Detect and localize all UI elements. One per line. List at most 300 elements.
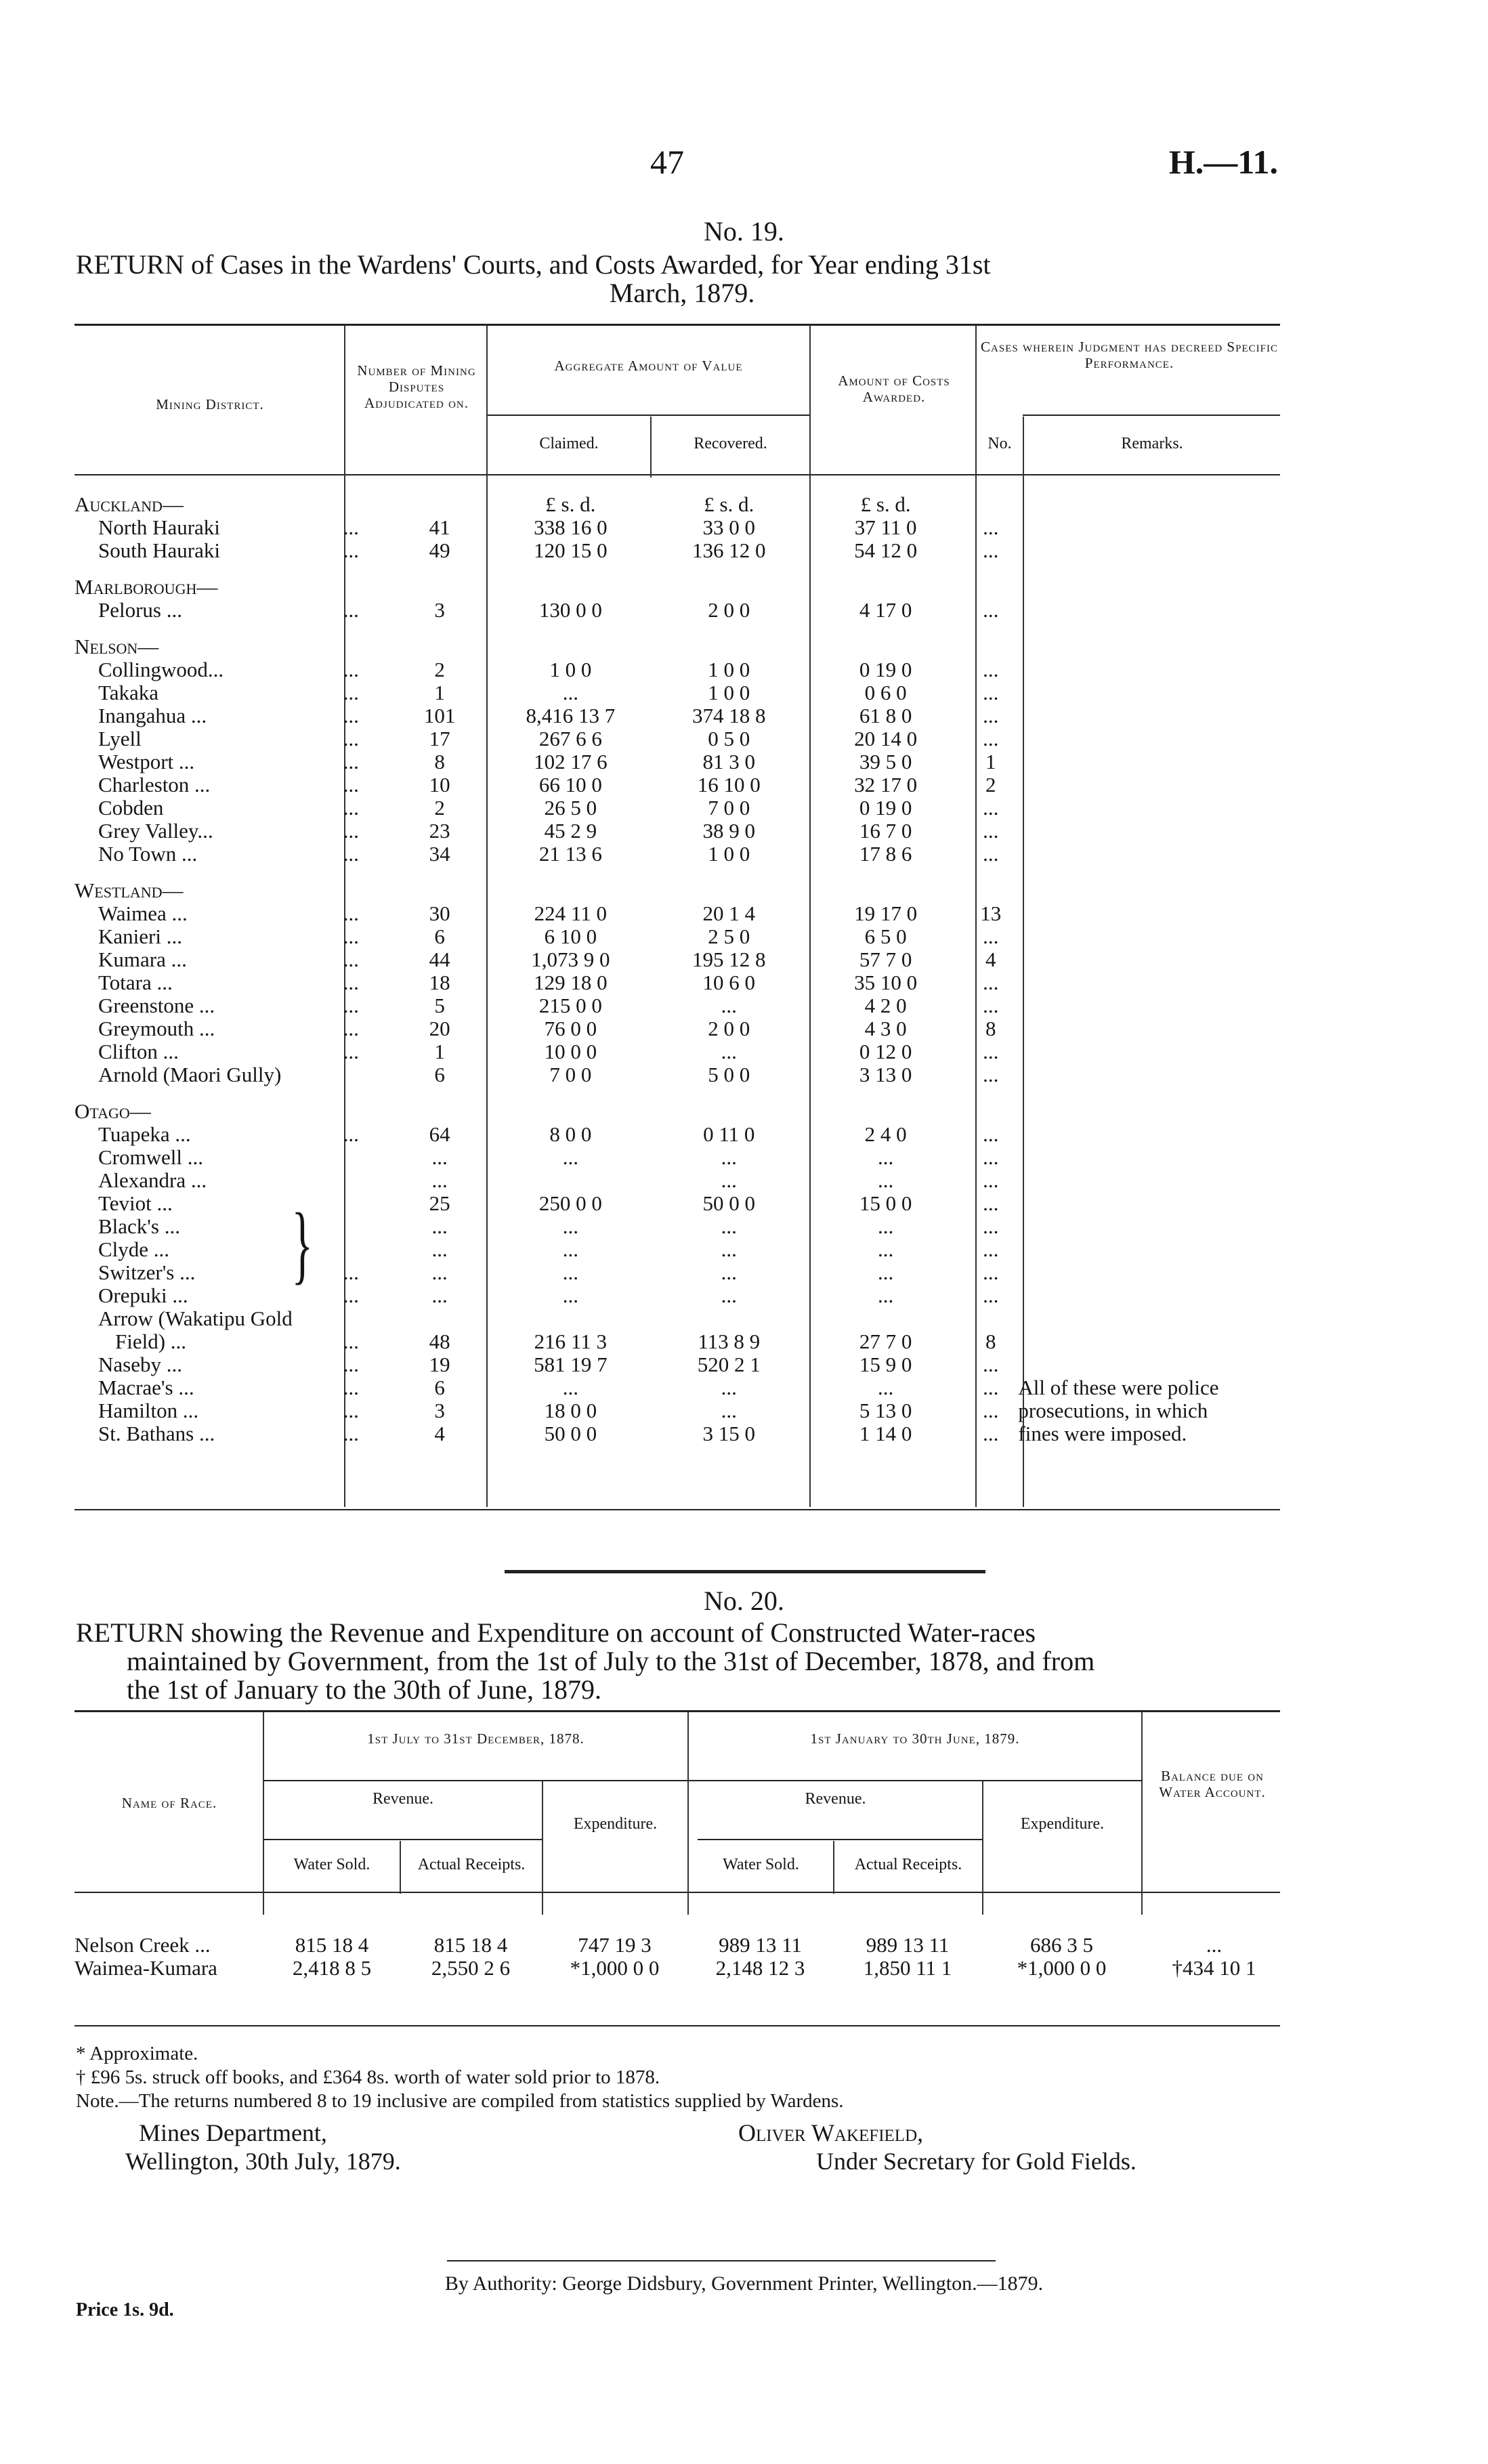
leader-dots: ...	[343, 819, 359, 843]
recovered-amount: 7 0 0	[708, 796, 750, 820]
performance-count: ...	[983, 994, 999, 1017]
performance-count: ...	[983, 1145, 999, 1169]
claimed-amount: 10 0 0	[544, 1040, 597, 1063]
table-row	[75, 1934, 1287, 1957]
header-race-name: Name of Race.	[121, 1795, 217, 1811]
header-number: Number of Mining Disputes Adjudicated on.	[357, 362, 476, 411]
leader-dots: ...	[343, 1330, 359, 1353]
district-name: Takaka	[98, 681, 159, 704]
footnote-approximate: * Approximate.	[76, 2043, 198, 2064]
claimed-amount: 250 0 0	[538, 1191, 602, 1215]
claimed-amount: 129 18 0	[534, 971, 608, 994]
claimed-amount: 76 0 0	[544, 1017, 597, 1040]
performance-count: ...	[983, 1191, 999, 1215]
top-rule	[75, 324, 1280, 326]
leader-dots	[343, 1307, 388, 1330]
costs-awarded: ...	[878, 1214, 894, 1238]
table-row	[75, 1422, 1280, 1445]
district-name: Collingwood...	[98, 658, 224, 681]
claimed-amount: 7 0 0	[549, 1063, 592, 1086]
leader-dots	[343, 1192, 388, 1215]
disputes-count: ...	[431, 1168, 448, 1192]
disputes-count: 30	[429, 901, 450, 925]
claimed-amount: 215 0 0	[538, 994, 602, 1017]
header-revenue-1: Revenue.	[373, 1790, 433, 1808]
disputes-count: 2	[434, 658, 445, 681]
costs-awarded: 4 3 0	[864, 1017, 907, 1040]
expenditure-1: *1,000 0 0	[570, 1956, 660, 1980]
table-row	[75, 727, 1280, 750]
disputes-count: 3	[434, 1399, 445, 1422]
leader-dots: ...	[343, 704, 359, 727]
performance-count: ...	[983, 1422, 999, 1445]
district-name: Totara ...	[98, 971, 173, 994]
return-20-number: No. 20.	[704, 1586, 784, 1616]
costs-awarded: 2 4 0	[864, 1122, 907, 1146]
district-name: Orepuki ...	[98, 1283, 188, 1307]
claimed-amount: 18 0 0	[544, 1399, 597, 1422]
remarks	[1018, 796, 1280, 820]
recovered-amount: 0 5 0	[708, 727, 750, 750]
costs-awarded: ...	[878, 1145, 894, 1169]
recovered-amount: 20 1 4	[702, 901, 755, 925]
leader-dots	[343, 1146, 388, 1169]
group-row	[75, 622, 1280, 658]
table-row	[75, 1399, 1280, 1422]
header-actual-1: Actual Receipts.	[417, 1856, 526, 1873]
race-name: Waimea-Kumara	[75, 1956, 217, 1980]
remarks	[1018, 1146, 1280, 1169]
leader-dots: ...	[343, 842, 359, 866]
return-20-title	[76, 1619, 1288, 1704]
costs-awarded: 0 6 0	[864, 681, 907, 704]
claimed-amount: ...	[562, 1283, 578, 1307]
group-heading: Westland—	[75, 878, 184, 902]
table-row	[75, 1063, 1280, 1086]
costs-awarded: ...	[878, 1283, 894, 1307]
performance-count: ...	[983, 1237, 999, 1261]
disputes-count: 25	[429, 1191, 450, 1215]
leader-dots: ...	[343, 1283, 359, 1307]
remarks	[1018, 1238, 1280, 1261]
header-remarks: Remarks.	[1121, 435, 1183, 452]
header-no: No.	[987, 435, 1012, 452]
claimed-amount: 66 10 0	[538, 773, 602, 796]
costs-awarded: 6 5 0	[864, 925, 907, 948]
claimed-amount: 102 17 6	[534, 750, 608, 773]
costs-awarded: 39 5 0	[859, 750, 912, 773]
recovered-amount: 1 0 0	[708, 842, 750, 866]
costs-awarded: 15 0 0	[859, 1191, 912, 1215]
recovered-amount: ...	[721, 1145, 737, 1169]
costs-awarded: 61 8 0	[859, 704, 912, 727]
actual-receipts-1: 2,550 2 6	[431, 1956, 511, 1980]
claimed-amount: 130 0 0	[538, 598, 602, 622]
recovered-amount: 38 9 0	[702, 819, 755, 843]
disputes-count: ...	[431, 1237, 448, 1261]
printer-imprint: By Authority: George Didsbury, Government Printer, Wellington.—1879.	[444, 2272, 1044, 2295]
recovered-amount: 2 0 0	[708, 598, 750, 622]
claimed-amount: 581 19 7	[534, 1353, 608, 1376]
group-row	[75, 1086, 1280, 1123]
costs-awarded: 57 7 0	[859, 948, 912, 971]
table-row	[75, 925, 1280, 948]
performance-count: ...	[983, 727, 999, 750]
costs-awarded: 3 13 0	[859, 1063, 912, 1086]
recovered-amount: 81 3 0	[702, 750, 755, 773]
disputes-count: 34	[429, 842, 450, 866]
disputes-count: ...	[431, 1145, 448, 1169]
remarks	[1018, 516, 1280, 539]
performance-count: ...	[983, 1376, 999, 1399]
water-races-table	[75, 1934, 1287, 1980]
table-row	[75, 1376, 1280, 1399]
recovered-amount: 16 10 0	[697, 773, 761, 796]
table-row	[75, 539, 1280, 562]
table-row	[75, 599, 1280, 622]
table-row	[75, 658, 1280, 681]
costs-awarded: 15 9 0	[859, 1353, 912, 1376]
costs-awarded: 0 19 0	[859, 796, 912, 820]
imprint-rule	[447, 2260, 996, 2261]
signature-department: Mines Department,	[139, 2119, 327, 2146]
header-water-sold-2: Water Sold.	[723, 1856, 799, 1873]
leader-dots: ...	[343, 948, 359, 971]
leader-dots: ...	[343, 796, 359, 820]
disputes-count: 4	[434, 1422, 445, 1445]
units-claimed: £ s. d.	[545, 492, 596, 516]
leader-dots: ...	[343, 1353, 359, 1376]
group-row	[75, 562, 1280, 599]
col-divider	[1141, 1712, 1143, 1915]
table-row	[75, 971, 1280, 994]
costs-awarded: 32 17 0	[854, 773, 918, 796]
header-balance: Balance due on Water Account.	[1159, 1768, 1266, 1800]
performance-count: ...	[983, 1040, 999, 1063]
remarks	[1018, 1063, 1280, 1086]
wardens-courts-table	[75, 493, 1280, 1445]
col-divider	[982, 1781, 983, 1915]
table-row	[75, 820, 1280, 843]
water-sold-2: 989 13 11	[719, 1933, 802, 1957]
leader-dots: ...	[343, 538, 359, 562]
table-row	[75, 1238, 1280, 1261]
return-19-title	[76, 251, 1288, 307]
water-sold-1: 815 18 4	[295, 1933, 369, 1957]
table-row	[75, 948, 1280, 971]
performance-count: ...	[983, 1283, 999, 1307]
claimed-amount	[491, 1307, 650, 1330]
leader-dots	[343, 1169, 388, 1192]
district-name: Switzer's ...	[98, 1260, 196, 1284]
recovered-amount: 3 15 0	[702, 1422, 755, 1445]
performance-count: ...	[983, 681, 999, 704]
wardens-courts-table-body	[75, 493, 1280, 1445]
table-row	[75, 1146, 1280, 1169]
disputes-count: 48	[429, 1330, 450, 1353]
performance-count: ...	[983, 538, 999, 562]
recovered-amount: 0 11 0	[703, 1122, 755, 1146]
remarks	[1018, 681, 1280, 704]
actual-receipts-1: 815 18 4	[433, 1933, 508, 1957]
signature-place-date: Wellington, 30th July, 1879.	[125, 2148, 401, 2175]
recovered-amount: ...	[721, 1260, 737, 1284]
district-name: Clyde ...	[98, 1237, 170, 1261]
leader-dots	[343, 1238, 388, 1261]
disputes-count: 6	[434, 1376, 445, 1399]
table-row	[75, 1123, 1280, 1146]
district-name: St. Bathans ...	[98, 1422, 215, 1445]
table-row	[75, 1957, 1287, 1980]
remarks	[1018, 1017, 1280, 1040]
recovered-amount: 195 12 8	[692, 948, 766, 971]
claimed-amount: 1 0 0	[549, 658, 592, 681]
header-rule	[75, 474, 1280, 475]
performance-count: ...	[983, 925, 999, 948]
disputes-count: 8	[434, 750, 445, 773]
district-name: Naseby ...	[98, 1353, 182, 1376]
costs-awarded: 19 17 0	[854, 901, 918, 925]
aggregate-rule	[488, 415, 809, 416]
header-water-sold-1: Water Sold.	[293, 1856, 370, 1873]
remarks	[1018, 925, 1280, 948]
leader-dots: ...	[343, 1422, 359, 1445]
units-spacer	[963, 493, 1018, 516]
recovered-amount: 113 8 9	[698, 1330, 761, 1353]
recovered-amount: 10 6 0	[702, 971, 755, 994]
remarks	[1018, 971, 1280, 994]
district-name: Kanieri ...	[98, 925, 182, 948]
header-revenue-2: Revenue.	[805, 1790, 866, 1808]
balance-due: †434 10 1	[1172, 1956, 1256, 1980]
leader-dots: ...	[343, 1040, 359, 1063]
claimed-amount: ...	[562, 1237, 578, 1261]
header-district: Mining District.	[156, 396, 264, 412]
return-19-title-line1: RETURN of Cases in the Wardens' Courts, and Costs Awarded, for Year ending 31st	[76, 249, 991, 280]
return-20-title-line3: the 1st of January to the 30th of June, 1879.	[127, 1674, 601, 1705]
costs-awarded: ...	[878, 1237, 894, 1261]
claimed-amount: ...	[562, 1260, 578, 1284]
performance-count: 2	[985, 773, 996, 796]
district-name: Greenstone ...	[98, 994, 215, 1017]
performance-count: ...	[983, 842, 999, 866]
district-name: Macrae's ...	[98, 1376, 194, 1399]
costs-awarded: 4 17 0	[859, 598, 912, 622]
return-20-bottom-rule	[75, 2025, 1280, 2026]
units-spacer	[343, 493, 388, 516]
recovered-amount: 50 0 0	[702, 1191, 755, 1215]
district-name: Tuapeka ...	[98, 1122, 191, 1146]
leader-dots: ...	[343, 1260, 359, 1284]
remarks	[1018, 1215, 1280, 1238]
table-row	[75, 902, 1280, 925]
performance-count: ...	[983, 796, 999, 820]
table-row	[75, 796, 1280, 820]
table-row	[75, 843, 1280, 866]
remarks	[1018, 902, 1280, 925]
remarks	[1018, 750, 1280, 773]
disputes-count: 1	[434, 681, 445, 704]
actual-receipts-2: 1,850 11 1	[863, 1956, 952, 1980]
costs-awarded: 37 11 0	[854, 515, 917, 539]
remarks	[1018, 1284, 1280, 1307]
disputes-count: 17	[429, 727, 450, 750]
balance-due: ...	[1206, 1933, 1223, 1957]
race-name: Nelson Creek ...	[75, 1933, 211, 1957]
leader-dots: ...	[343, 901, 359, 925]
disputes-count: 3	[434, 598, 445, 622]
district-name: Cobden	[98, 796, 164, 820]
table-row	[75, 773, 1280, 796]
group-row	[75, 866, 1280, 902]
expenditure-2: *1,000 0 0	[1017, 1956, 1107, 1980]
performance-count: ...	[983, 598, 999, 622]
district-name: Arnold (Maori Gully)	[98, 1063, 282, 1086]
table-row	[75, 1284, 1280, 1307]
recovered-amount: 520 2 1	[697, 1353, 761, 1376]
header-costs: Amount of Costs Awarded.	[838, 373, 950, 405]
table-row	[75, 1040, 1280, 1063]
revenue-rule-2	[698, 1839, 982, 1840]
table-row	[75, 704, 1280, 727]
recovered-amount: 2 0 0	[708, 1017, 750, 1040]
district-name: Inangahua ...	[98, 704, 207, 727]
disputes-count: 49	[429, 538, 450, 562]
table-row	[75, 1192, 1280, 1215]
table-row	[75, 994, 1280, 1017]
table-row	[75, 1017, 1280, 1040]
leader-dots: ...	[343, 515, 359, 539]
remarks	[1018, 1261, 1280, 1284]
district-name: Hamilton ...	[98, 1399, 199, 1422]
leader-dots: ...	[343, 658, 359, 681]
table-row	[75, 1353, 1280, 1376]
costs-awarded: 27 7 0	[859, 1330, 912, 1353]
district-name: Teviot ...	[98, 1191, 173, 1215]
footnote-struck-off: † £96 5s. struck off books, and £364 8s. worth of water sold prior to 1878.	[76, 2066, 660, 2088]
disputes-count: 18	[429, 971, 450, 994]
recovered-amount: 1 0 0	[708, 658, 750, 681]
signature-position: Under Secretary for Gold Fields.	[816, 2148, 1136, 2175]
return-20-top-rule	[75, 1710, 1280, 1712]
leader-dots	[343, 1063, 388, 1086]
leader-dots: ...	[343, 773, 359, 796]
claimed-amount: ...	[562, 1145, 578, 1169]
remarks: fines were imposed.	[1018, 1422, 1187, 1445]
recovered-amount: ...	[721, 1168, 737, 1192]
costs-awarded: ...	[878, 1168, 894, 1192]
recovered-amount: ...	[721, 1376, 737, 1399]
leader-dots: ...	[343, 598, 359, 622]
performance-count: ...	[983, 1063, 999, 1086]
performance-count: ...	[983, 658, 999, 681]
return-19-number: No. 19.	[704, 216, 784, 247]
leader-dots: ...	[343, 1017, 359, 1040]
recovered-amount: 136 12 0	[692, 538, 766, 562]
units-row	[75, 493, 1280, 516]
bottom-rule	[75, 1509, 1280, 1510]
remarks	[1018, 1353, 1280, 1376]
header-aggregate: Aggregate Amount of Value	[554, 358, 743, 374]
units-costs: £ s. d.	[860, 492, 911, 516]
remarks	[1018, 1307, 1280, 1330]
district-name: No Town ...	[98, 842, 198, 866]
remarks	[1018, 539, 1280, 562]
remarks	[1018, 1330, 1280, 1353]
disputes-count: ...	[431, 1260, 448, 1284]
leader-dots: ...	[343, 994, 359, 1017]
claimed-amount: 1,073 9 0	[531, 948, 610, 971]
remarks	[1018, 599, 1280, 622]
leader-dots: ...	[343, 681, 359, 704]
leader-dots: ...	[343, 1122, 359, 1146]
group-heading: Nelson—	[75, 635, 159, 658]
costs-awarded	[808, 1307, 963, 1330]
claimed-amount: 8,416 13 7	[526, 704, 616, 727]
disputes-count: 44	[429, 948, 450, 971]
table-row	[75, 1330, 1280, 1353]
district-name: Black's ...	[98, 1214, 180, 1238]
district-name: Field) ...	[115, 1330, 187, 1353]
performance-count: 8	[985, 1330, 996, 1353]
performance-count: 8	[985, 1017, 996, 1040]
remarks	[1018, 1040, 1280, 1063]
district-name: Charleston ...	[98, 773, 211, 796]
costs-awarded: 5 13 0	[859, 1399, 912, 1422]
units-recovered: £ s. d.	[704, 492, 754, 516]
claimed-amount: 216 11 3	[534, 1330, 607, 1353]
costs-awarded: 54 12 0	[854, 538, 918, 562]
water-races-table-body	[75, 1934, 1287, 1980]
remarks	[1018, 1169, 1280, 1192]
costs-awarded: 4 2 0	[864, 994, 907, 1017]
header-expenditure-1: Expenditure.	[573, 1815, 658, 1833]
district-name: South Hauraki	[98, 538, 220, 562]
remarks: prosecutions, in which	[1018, 1399, 1208, 1422]
disputes-count: 10	[429, 773, 450, 796]
leader-dots: ...	[343, 1399, 359, 1422]
district-name: Pelorus ...	[98, 598, 182, 622]
claimed-amount: ...	[562, 1376, 578, 1399]
table-row	[75, 1307, 1280, 1330]
parliamentary-reference: H.—11.	[1168, 143, 1278, 181]
costs-awarded: 1 14 0	[859, 1422, 912, 1445]
leader-dots: ...	[343, 971, 359, 994]
remarks	[1018, 1192, 1280, 1215]
header-claimed: Claimed.	[539, 435, 599, 452]
header-recovered: Recovered.	[694, 435, 767, 452]
claimed-amount: 8 0 0	[549, 1122, 592, 1146]
otago-brace: }	[291, 1195, 313, 1293]
remarks	[1018, 994, 1280, 1017]
disputes-count: 23	[429, 819, 450, 843]
disputes-count: 41	[429, 515, 450, 539]
leader-dots: ...	[343, 925, 359, 948]
table-row	[75, 516, 1280, 539]
header-period-1: 1st July to 31st December, 1878.	[367, 1730, 584, 1747]
costs-awarded: 16 7 0	[859, 819, 912, 843]
actual-receipts-2: 989 13 11	[866, 1933, 950, 1957]
district-name: Greymouth ...	[98, 1017, 215, 1040]
disputes-count: 5	[434, 994, 445, 1017]
remarks	[1018, 727, 1280, 750]
note-returns: Note.—The returns numbered 8 to 19 inclusive are compiled from statistics supplied by Wardens.	[76, 2090, 844, 2112]
separator-rule	[505, 1570, 985, 1573]
disputes-count: 19	[429, 1353, 450, 1376]
recovered-amount: 5 0 0	[708, 1063, 750, 1086]
recovered-amount: ...	[721, 1040, 737, 1063]
claimed-amount	[491, 1169, 650, 1192]
